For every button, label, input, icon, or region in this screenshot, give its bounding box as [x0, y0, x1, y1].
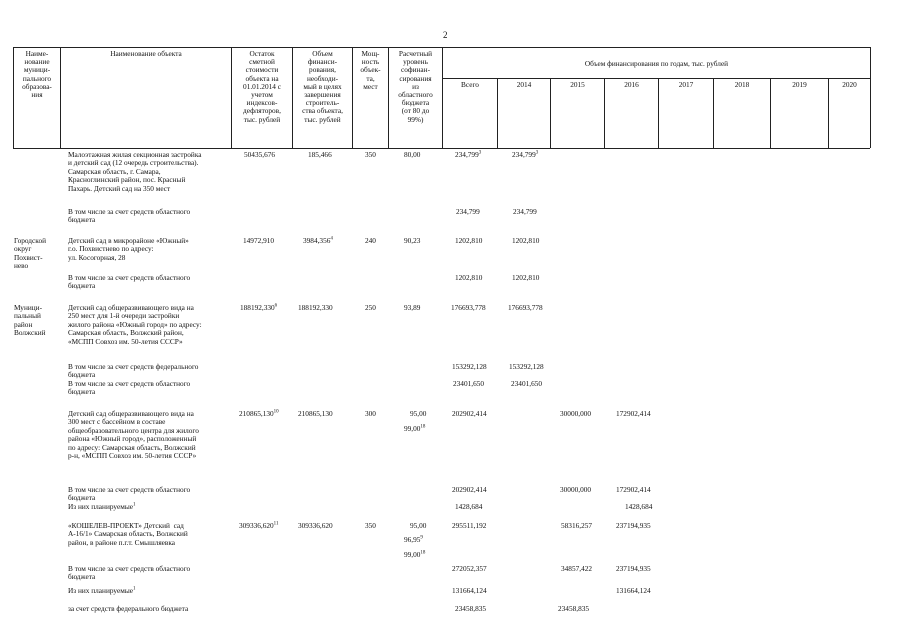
row-label: В том числе за счет средств областного бюджета — [68, 485, 191, 503]
value-text: 309336,620 — [239, 521, 274, 530]
municipality-name: Городской округ Похвист- нево — [14, 236, 46, 271]
header-balance: Остаток сметной стоимости объекта на 01.01.2014 с учетом индексов- дефляторов, тыс. рублей — [243, 49, 281, 124]
header-year-2017: 2017 — [678, 80, 694, 89]
y2016-value: 172902,414 — [616, 409, 651, 418]
balance-value — [239, 410, 279, 418]
municipality-name: Муници- пальный район Волжский — [14, 303, 46, 338]
capacity-value: 350 — [365, 521, 376, 530]
total-value: 153292,128 — [452, 362, 487, 371]
total-value: 23458,835 — [455, 604, 487, 613]
volume-value: 309336,620 — [298, 521, 333, 530]
y2015-value: 34857,422 — [561, 564, 593, 573]
row-label: В том числе за счет средств областного бюджета — [68, 564, 191, 582]
balance-value: 50435,676 — [244, 150, 276, 159]
footnote-marker: 11 — [273, 521, 279, 527]
volume-value: 188192,330 — [298, 303, 333, 312]
header-year-2016: 2016 — [624, 80, 639, 89]
y2014-value: 23401,650 — [511, 379, 543, 388]
level-value-3 — [404, 551, 425, 559]
header-year-2015: 2015 — [570, 80, 585, 89]
header-municipality: Наиме- нование муници- пального образова- ния — [22, 49, 52, 100]
level-value-2 — [404, 425, 425, 433]
level-value: 93,89 — [404, 303, 421, 312]
row-label: В том числе за счет средств областного бюджета — [68, 273, 191, 291]
value-text: 234,799 — [455, 150, 479, 159]
header-year-total: Всего — [461, 80, 479, 89]
volume-value: 185,466 — [308, 150, 332, 159]
header-volume: Объем финанси- рования, необходи- мый в целях завершения строитель- ства объекта, тыс. рублей — [302, 49, 343, 124]
header-year-2020: 2020 — [842, 80, 857, 89]
y2016-value: 237194,935 — [616, 521, 651, 530]
total-value: 202902,414 — [452, 409, 487, 418]
footnote-marker: 3 — [535, 150, 539, 156]
total-value: 202902,414 — [452, 485, 487, 494]
footnote-marker: 4 — [330, 236, 333, 242]
y2014-value: 1202,810 — [512, 273, 540, 282]
footnote-marker: 1 — [132, 502, 136, 508]
footnote-marker: 9 — [420, 535, 423, 541]
value-text: 234,799 — [512, 150, 536, 159]
header-level: Расчетный уровень софинан- сирования из областного бюджета (от 80 до 99%) — [398, 49, 433, 124]
row-label — [68, 587, 135, 595]
header-object: Наименование объекта — [110, 49, 182, 58]
total-value: 1428,684 — [455, 502, 483, 511]
header-year-2018: 2018 — [734, 80, 750, 89]
total-value — [455, 151, 481, 159]
y2016-value: 1428,684 — [625, 502, 653, 511]
total-value: 23401,650 — [453, 379, 485, 388]
capacity-value: 240 — [365, 236, 376, 245]
balance-value — [240, 304, 277, 312]
volume-value — [303, 237, 333, 245]
object-name: «КОШЕЛЕВ-ПРОЕКТ» Детский сад А-16/1» Самарская область, Волжский район, в районе п.г.т. Смышляевка — [68, 521, 188, 547]
header-year-2019: 2019 — [792, 80, 807, 89]
capacity-value: 300 — [365, 409, 376, 418]
value-text: 99,00 — [404, 550, 421, 559]
footnote-marker: 1 — [132, 586, 136, 592]
balance-value: 14972,910 — [243, 236, 275, 245]
total-value: 1202,810 — [455, 273, 483, 282]
value-text: Из них планируемые — [68, 502, 133, 511]
footnote-marker: 3 — [478, 150, 482, 156]
page-number: 2 — [443, 30, 448, 40]
y2015-value: 58316,257 — [561, 521, 593, 530]
capacity-value: 350 — [365, 150, 376, 159]
value-text: Из них планируемые — [68, 586, 133, 595]
y2015-value: 30000,000 — [560, 409, 592, 418]
object-name: Малоэтажная жилая секционная застройка и детский сад (12 очередь строительства). Самарская область, г. Самара, Красноглинский район, пос. Красный Пахарь. Детский сад на 350 мест — [68, 150, 202, 193]
y2015-value: 23458,835 — [558, 604, 590, 613]
object-name: Детский сад общеразвивающего вида на 300 мест с бассейном в составе общеобразовательного центра для жилого района «Южный город», расположенный по адресу: Самарская область, Волжский р-н, «МСПП Совхоз им. 50-летия СССР» — [68, 409, 199, 461]
capacity-value: 250 — [365, 303, 376, 312]
y2014-value — [512, 151, 538, 159]
value-text: 210865,130 — [239, 409, 274, 418]
row-label: В том числе за счет средств областного бюджета — [68, 379, 191, 397]
level-value-2 — [404, 536, 423, 544]
row-label: за счет средств федерального бюджета — [68, 604, 189, 613]
y2016-value: 172902,414 — [616, 485, 651, 494]
level-value: 95,00 — [410, 521, 427, 530]
y2014-value: 176693,778 — [508, 303, 543, 312]
y2014-value: 153292,128 — [509, 362, 544, 371]
y2014-value: 234,799 — [513, 207, 537, 216]
value-text: 96,95 — [404, 535, 421, 544]
value-text: 188192,330 — [240, 303, 275, 312]
total-value: 295511,192 — [452, 521, 487, 530]
y2014-value: 1202,810 — [512, 236, 540, 245]
footnote-marker: 10 — [273, 409, 279, 415]
total-value: 176693,778 — [451, 303, 486, 312]
footnote-marker: 18 — [420, 424, 426, 430]
balance-value — [239, 522, 279, 530]
level-value: 90,23 — [404, 236, 421, 245]
header-year-2014: 2014 — [516, 80, 532, 89]
row-label: В том числе за счет средств федерального бюджета — [68, 362, 199, 380]
value-text: 99,00 — [404, 424, 421, 433]
header-capacity: Мощ- ность объек- та, мест — [360, 49, 381, 91]
level-value: 80,00 — [404, 150, 421, 159]
y2015-value: 30000,000 — [560, 485, 592, 494]
total-value: 234,799 — [456, 207, 480, 216]
total-value: 272052,357 — [452, 564, 487, 573]
total-value: 1202,810 — [455, 236, 483, 245]
object-name: Детский сад общеразвивающего вида на 250 мест для 1-й очереди застройки жилого района «Южный город» по адресу: Самарская область, Волжский район, «МСПП Совхоз им. 50-летия СССР» — [68, 303, 202, 346]
y2016-value: 237194,935 — [616, 564, 651, 573]
level-value: 95,00 — [410, 409, 427, 418]
header-financing-by-year: Объем финансирования по годам, тыс. рублей — [584, 59, 729, 68]
y2016-value: 131664,124 — [616, 586, 651, 595]
footnote-marker: 18 — [420, 550, 426, 556]
row-label — [68, 503, 135, 511]
object-name: Детский сад в микрорайоне «Южный» г.о. Похвистнево по адресу: ул. Косогорная, 28 — [68, 236, 189, 262]
value-text: 3984,356 — [303, 236, 331, 245]
footnote-marker: 6 — [274, 303, 278, 309]
total-value: 131664,124 — [452, 586, 487, 595]
volume-value: 210865,130 — [298, 409, 333, 418]
row-label: В том числе за счет средств областного бюджета — [68, 207, 191, 225]
